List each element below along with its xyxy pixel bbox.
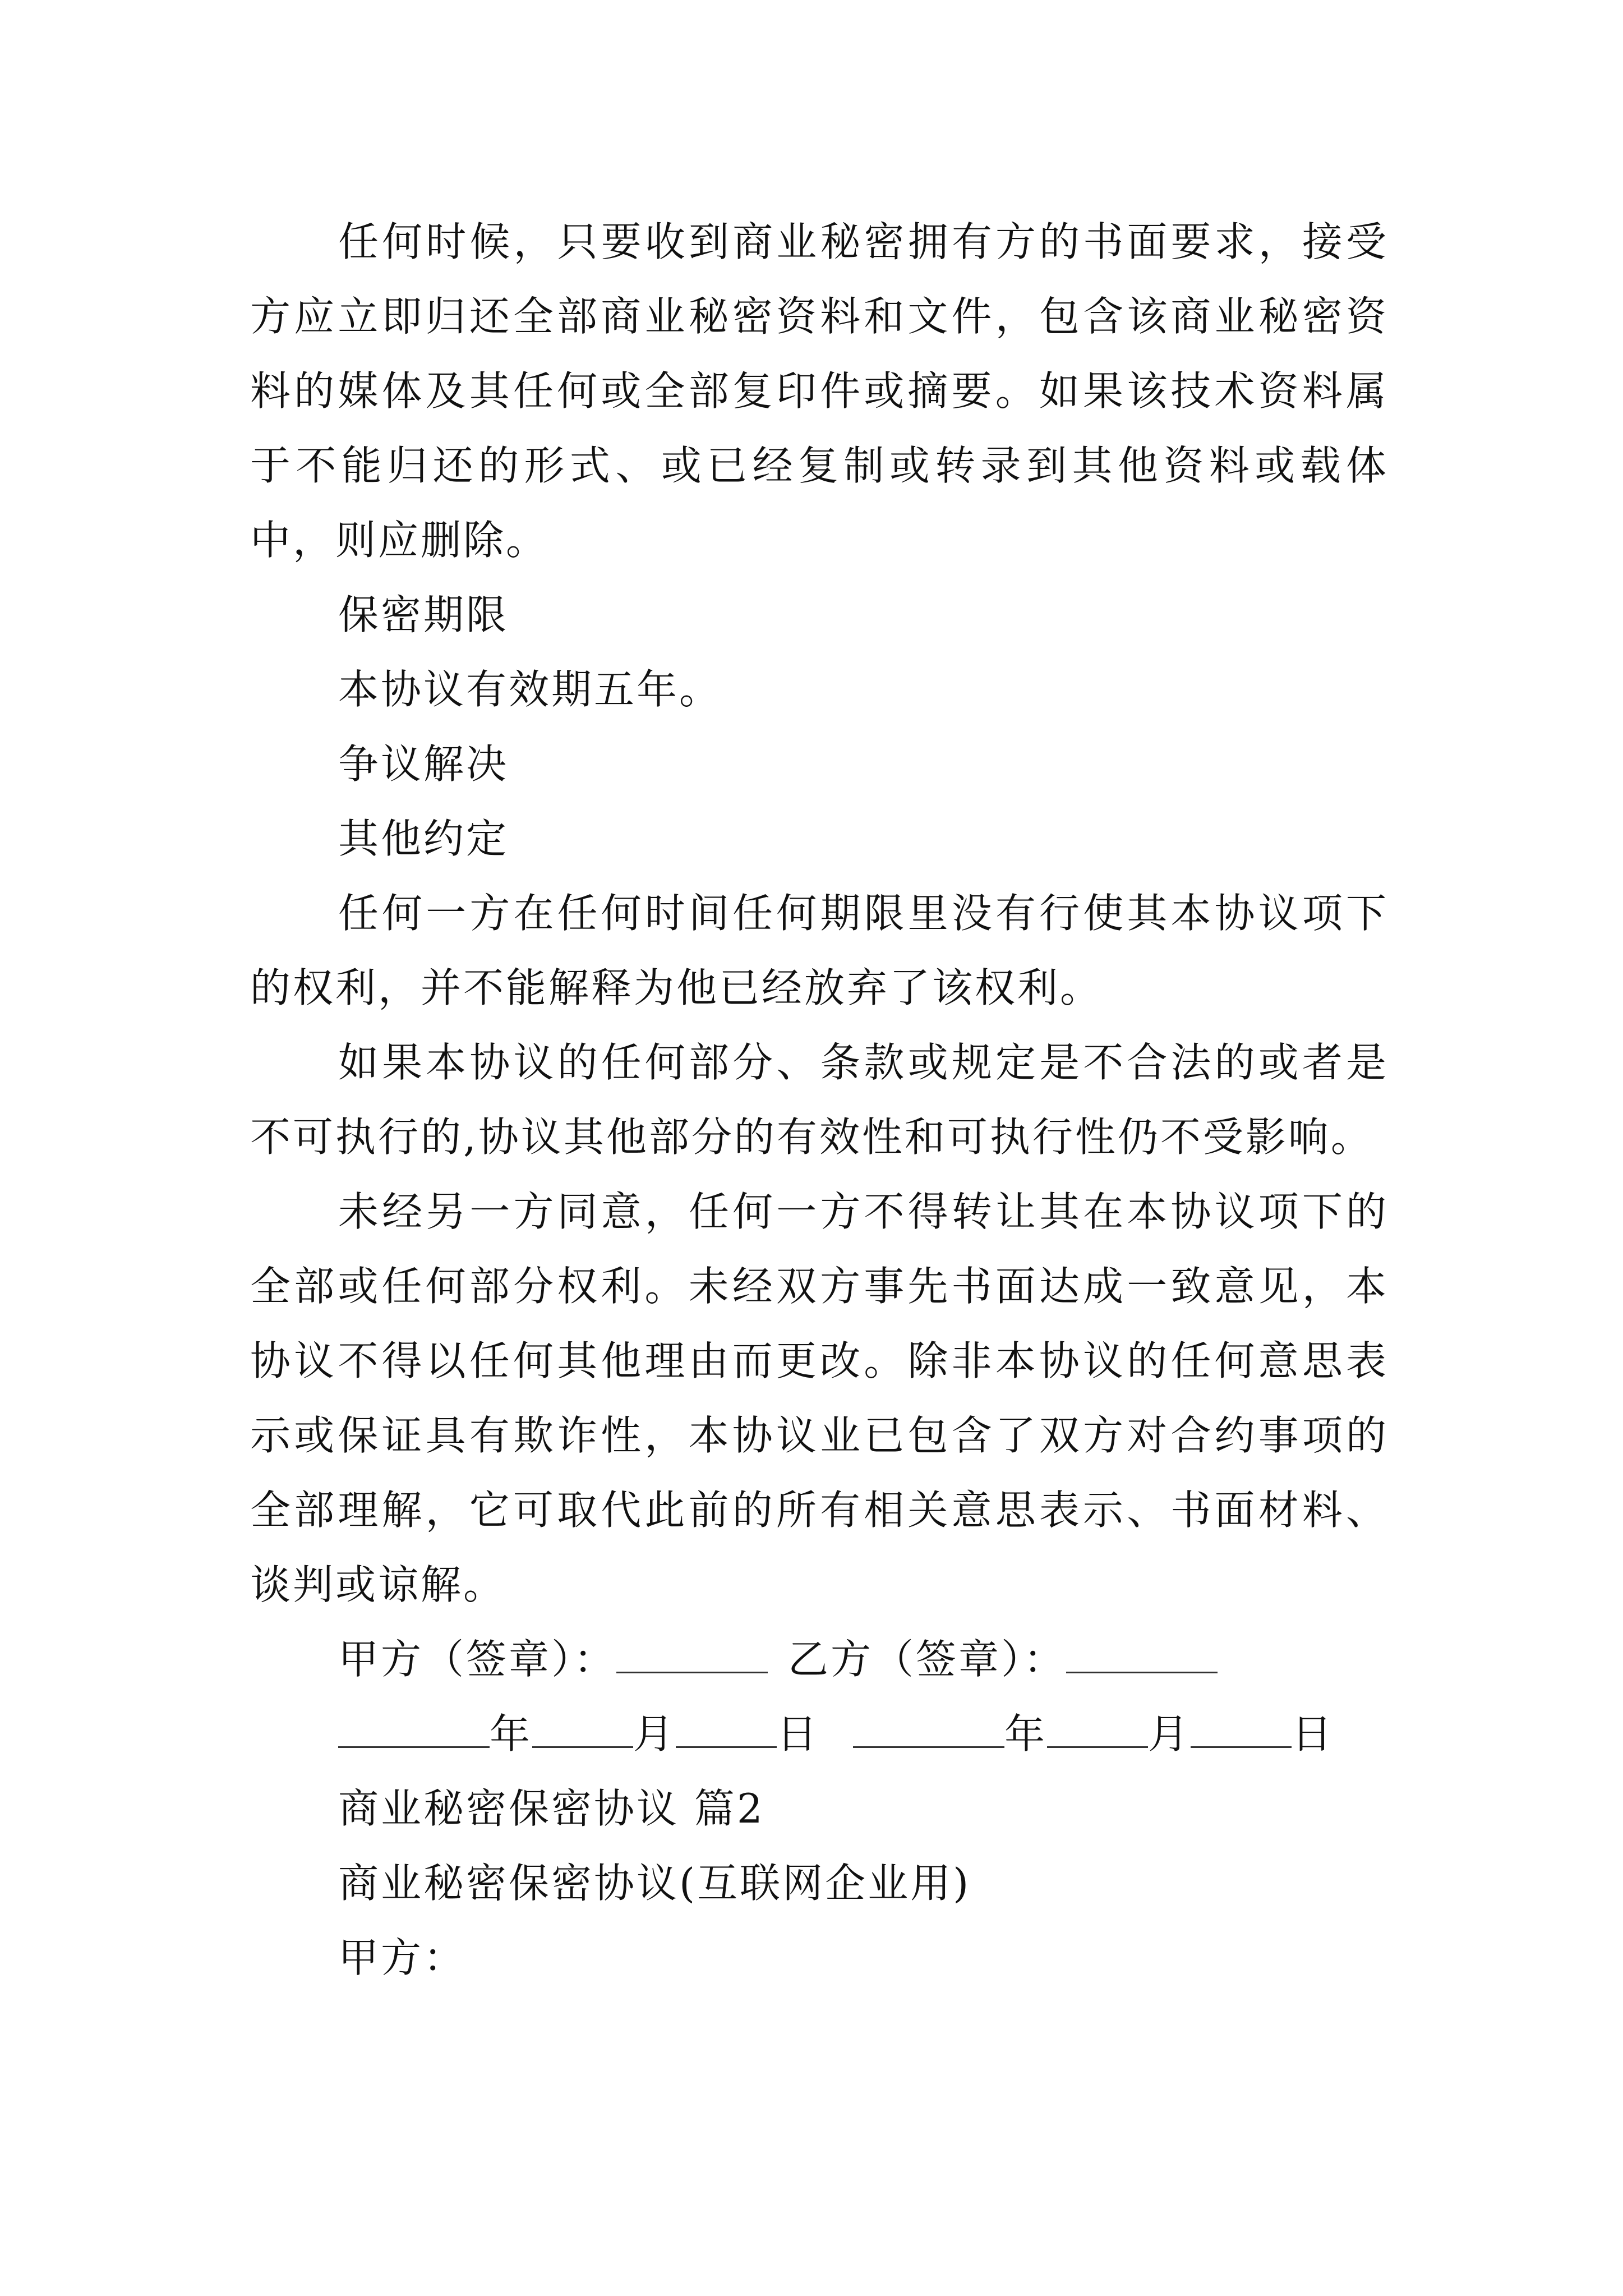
party-a-signature-blank (616, 1631, 768, 1673)
party-b-year-blank (853, 1706, 1004, 1748)
paragraph-term: 本协议有效期五年。 (338, 666, 722, 713)
section-title: 商业秘密保密协议 篇2 (338, 1785, 765, 1832)
party-a-year-label: 年 (490, 1710, 533, 1757)
signature-line (250, 1622, 1389, 1697)
party-b-year-label: 年 (1004, 1710, 1048, 1757)
party-a-month-blank (532, 1706, 633, 1748)
party-a-day-blank (676, 1706, 777, 1748)
heading-dispute-resolution: 争议解决 (338, 740, 509, 788)
heading-other-provisions: 其他约定 (338, 815, 509, 862)
paragraph-assignment: 未经另一方同意，任何一方不得转让其在本协议项下的全部或任何部分权利。未经双方事先书面达成一致意见，本协议不得以任何其他理由而更改。除非本协议的任何意思表示或保证具有欺诈性，本协议业已包含了双方对合约事项的全部理解，它可取代此前的所有相关意思表示、书面材料、谈判或谅解。 (250, 1188, 1389, 1608)
party-b-day-label: 日 (1292, 1710, 1335, 1757)
heading-confidentiality-term: 保密期限 (338, 591, 509, 638)
party-b-month-blank (1047, 1706, 1148, 1748)
party-b-signature-label: 乙方（签章）： (788, 1636, 1067, 1683)
party-a-field-label: 甲方： (338, 1934, 467, 1981)
party-a-day-label: 日 (777, 1710, 820, 1757)
party-a-month-label: 月 (633, 1710, 676, 1757)
section-subtitle: 商业秘密保密协议(互联网企业用) (338, 1860, 971, 1907)
paragraph-waiver: 任何一方在任何时间任何期限里没有行使其本协议项下的权利，并不能解释为他已经放弃了该权利。 (250, 890, 1389, 1011)
date-line (250, 1697, 1389, 1772)
party-b-month-label: 月 (1148, 1710, 1191, 1757)
party-a-year-blank (338, 1706, 490, 1748)
document-body (250, 205, 1389, 1995)
party-b-signature-blank (1066, 1631, 1218, 1673)
party-b-day-blank (1191, 1706, 1292, 1748)
paragraph-return-materials: 任何时候，只要收到商业秘密拥有方的书面要求，接受方应立即归还全部商业秘密资料和文件，包含该商业秘密资料的媒体及其任何或全部复印件或摘要。如果该技术资料属于不能归还的形式、或已经复制或转录到其他资料或载体中，则应删除。 (250, 218, 1389, 564)
paragraph-severability: 如果本协议的任何部分、条款或规定是不合法的或者是不可执行的,协议其他部分的有效性和可执行性仍不受影响。 (250, 1039, 1389, 1161)
party-a-signature-label: 甲方（签章）： (338, 1636, 617, 1683)
